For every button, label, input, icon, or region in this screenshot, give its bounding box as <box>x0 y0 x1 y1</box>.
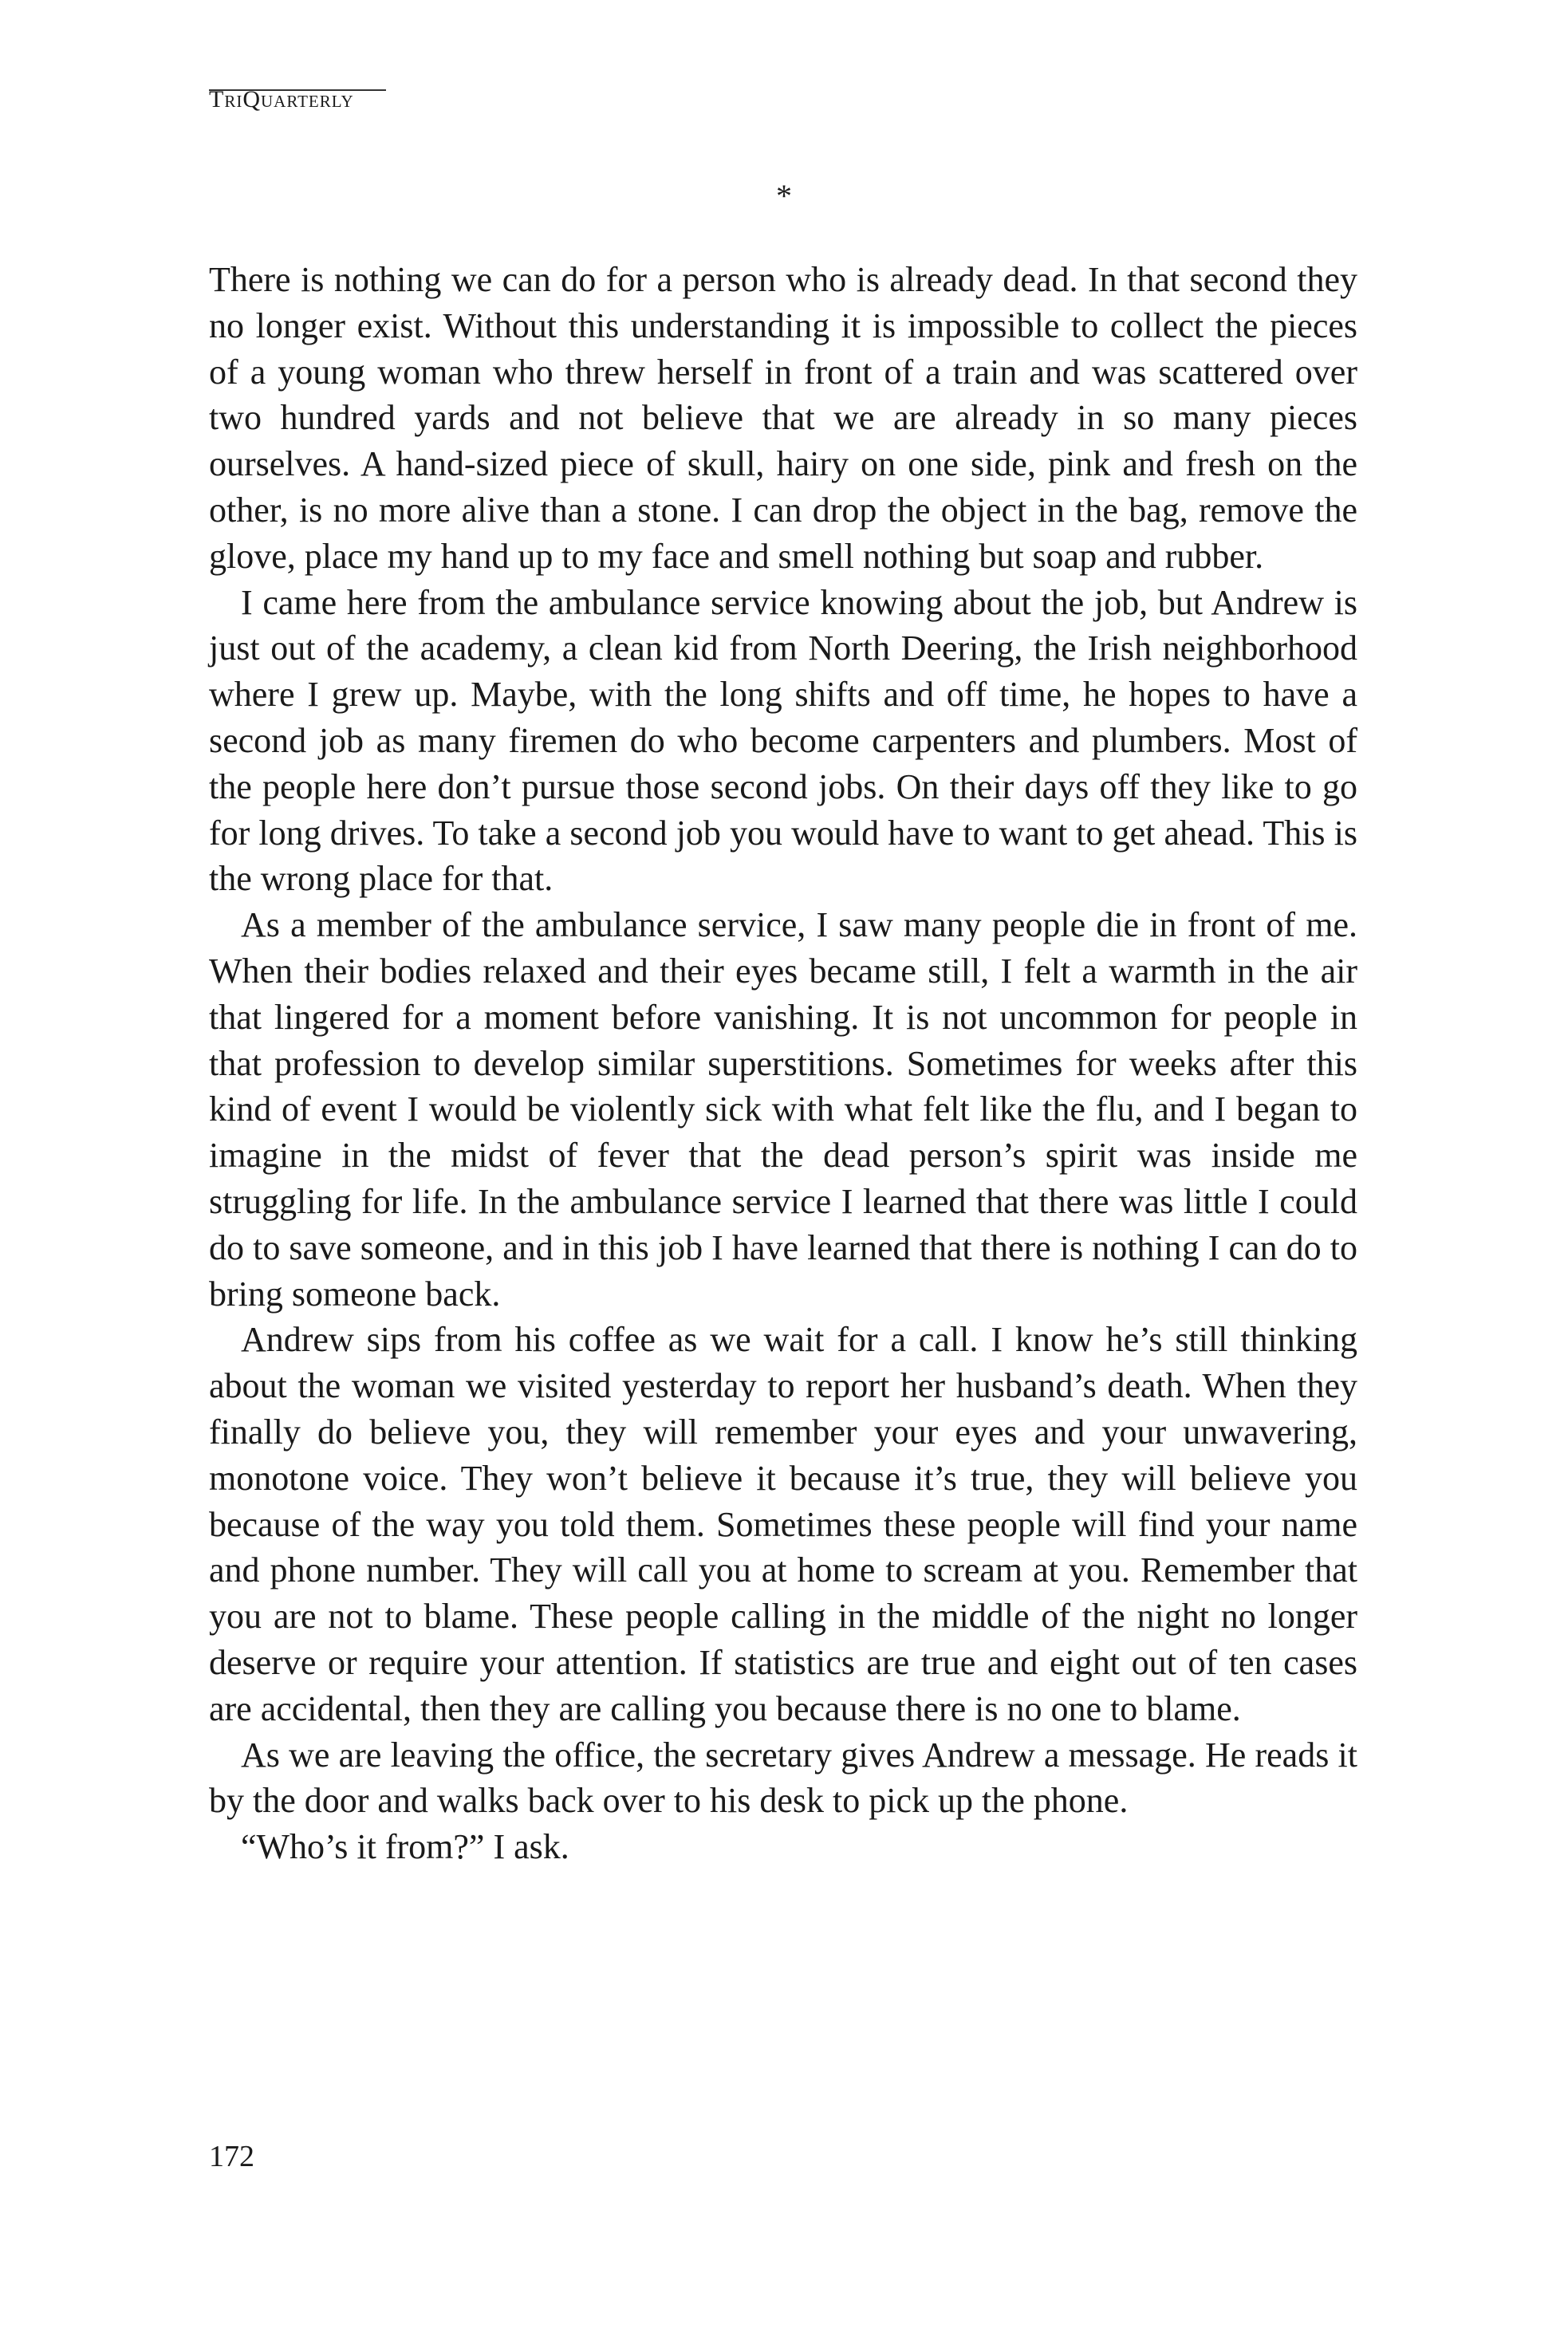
running-head: TriQuarterly <box>209 86 354 112</box>
paragraph-3: As a member of the ambulance service, I saw many people die in front of me. When their bodies relaxed and their eyes became still, I felt a warmth in the air that lingered for a moment before vanishing. It is not uncommon for people in that profession to develop similar superstitions. Sometimes for weeks after this kind of event I would be violently sick with what felt like the flu, and I began to imagine in the midst of fever that the dead person’s spirit was inside me struggling for life. In the ambulance service I learned that there was little I could do to save someone, and in this job I have learned that there is nothing I can do to bring someone back. <box>209 905 1357 1314</box>
section-break-asterisk: * <box>776 178 792 214</box>
body-text <box>209 257 1357 1870</box>
paragraph-2: I came here from the ambulance service knowing about the job, but Andrew is just out of the academy, a clean kid from North Deering, the Irish neighborhood where I grew up. Maybe, with the long shifts and off time, he hopes to have a second job as many firemen do who become carpenters and plumbers. Most of the people here don’t pursue those second jobs. On their days off they like to go for long drives. To take a second job you would have to want to get ahead. This is the wrong place for that. <box>209 582 1357 899</box>
paragraph-5: As we are leaving the office, the secretary gives Andrew a message. He reads it by the door and walks back over to his desk to pick up the phone. <box>209 1735 1357 1821</box>
paragraph-6: “Who’s it from?” I ask. <box>241 1827 569 1867</box>
paragraph-1: There is nothing we can do for a person who is already dead. In that second they no longer exist. Without this understanding it is impossible to collect the pieces of a young woman who threw herself in front of a train and was scattered over two hundred yards and not believe that we are already in so many pieces ourselves. A hand-sized piece of skull, hairy on one side, pink and fresh on the other, is no more alive than a stone. I can drop the object in the bag, remove the glove, place my hand up to my face and smell nothing but soap and rubber. <box>209 260 1357 576</box>
paragraph-4: Andrew sips from his coffee as we wait for a call. I know he’s still thinking about the woman we visited yesterday to report her husband’s death. When they finally do believe you, they will remember your eyes and your unwavering, monotone voice. They won’t believe it because it’s true, they will believe you because of the way you told them. Sometimes these people will find your name and phone number. They will call you at home to scream at you. Remember that you are not to blame. These people calling in the middle of the night no longer deserve or require your attention. If statistics are true and eight out of ten cases are accidental, then they are calling you because there is no one to blame. <box>209 1320 1357 1728</box>
page-number: 172 <box>209 2140 254 2173</box>
